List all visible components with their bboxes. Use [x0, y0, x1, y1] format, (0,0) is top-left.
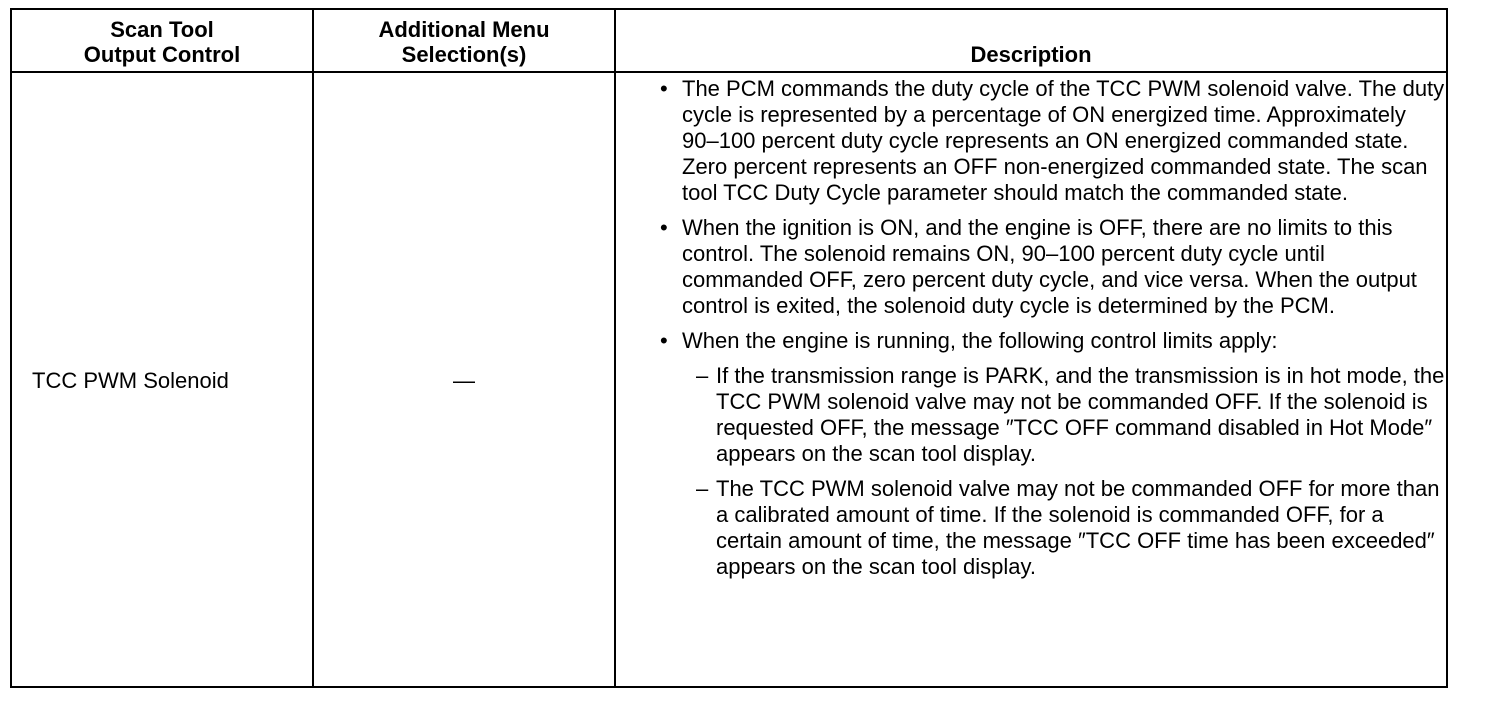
sub-bullet-text: The TCC PWM solenoid valve may not be commanded OFF for more than a calibrated amount of time. If the solenoid is commanded OFF, for a certain amount of time, the message ″TCC OFF time has been exceeded″ appears on the scan tool display.: [716, 476, 1440, 579]
bullet-marker: •: [660, 215, 668, 240]
header-line: Description: [970, 42, 1092, 67]
header-description: [616, 10, 1446, 71]
header-line: Selection(s): [401, 41, 527, 67]
description-bullet: [616, 76, 1446, 206]
bullet-marker: •: [660, 76, 668, 101]
bullet-text: The PCM commands the duty cycle of the TCC PWM solenoid valve. The duty cycle is represented by a percentage of ON energized time. Approximately 90–100 percent duty cycle represents an ON energized commanded state. Zero percent represents an OFF non-energized commanded state. The scan tool TCC Duty Cycle parameter should match the commanded state.: [682, 76, 1445, 205]
header-line: Scan Tool: [110, 16, 214, 42]
bullet-text: When the engine is running, the following control limits apply:: [682, 328, 1278, 353]
cell-output-control: TCC PWM Solenoid: [32, 368, 229, 393]
description-sub-bullet: [616, 476, 1446, 580]
header-divider: [12, 71, 1446, 73]
bullet-marker: •: [660, 328, 668, 353]
sub-bullet-text: If the transmission range is PARK, and the transmission is in hot mode, the TCC PWM solenoid valve may not be commanded OFF. If the solenoid is requested OFF, the message ″TCC OFF command disabled in Hot Mode″ appears on the scan tool display.: [716, 363, 1445, 466]
header-scan-tool-output-control: [12, 10, 312, 71]
description-bullet: [616, 215, 1446, 319]
bullet-text: When the ignition is ON, and the engine is OFF, there are no limits to this control. The solenoid remains ON, 90–100 percent duty cycle until commanded OFF, zero percent duty cycle, and vice versa. When the output control is exited, the solenoid duty cycle is determined by the PCM.: [682, 215, 1417, 318]
sub-bullet-marker: –: [696, 363, 709, 388]
header-additional-menu-selections: [314, 10, 614, 71]
cell-menu-selection: —: [453, 368, 475, 393]
cell-description: [616, 76, 1446, 589]
description-sub-bullet: [616, 363, 1446, 467]
header-line: Output Control: [83, 41, 241, 67]
header-line: Additional Menu: [378, 16, 550, 42]
output-control-table: [10, 8, 1448, 688]
description-bullet: [616, 328, 1446, 354]
column-divider: [312, 10, 314, 686]
sub-bullet-marker: –: [696, 476, 709, 501]
